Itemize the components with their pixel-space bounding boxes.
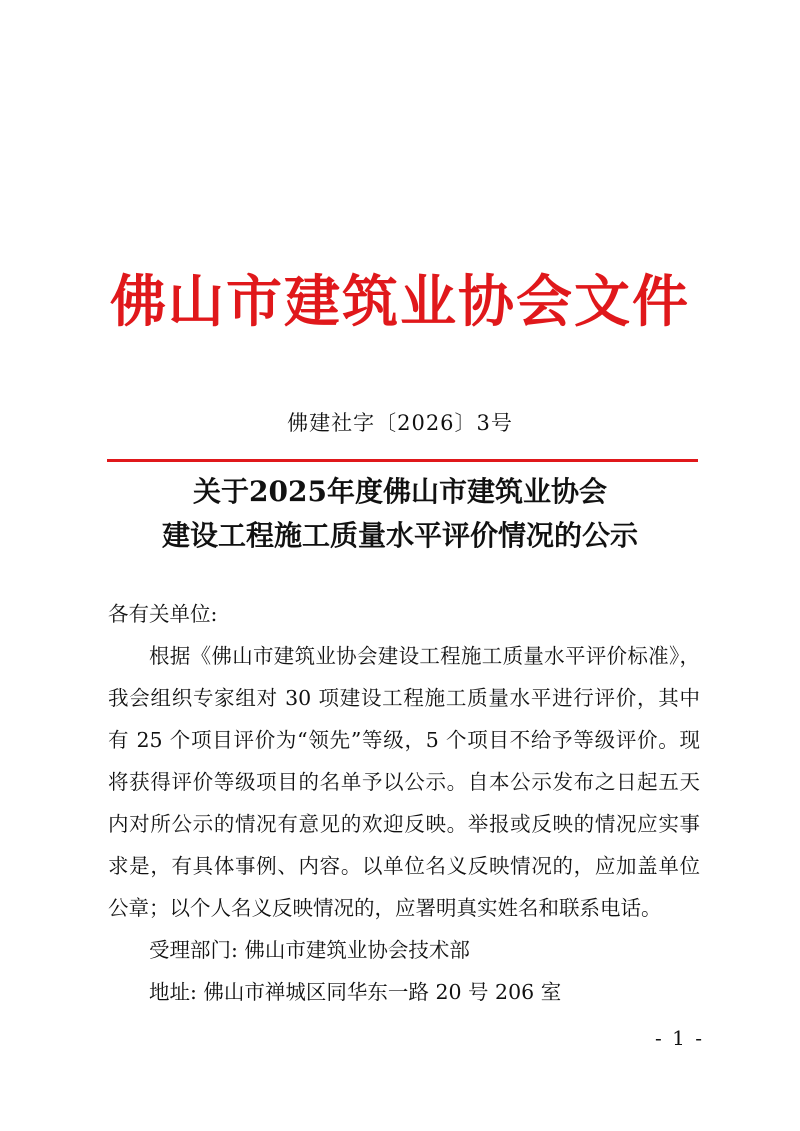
notice-title [0, 470, 800, 558]
notice-title-line1: 关于2025年度佛山市建筑业协会 [193, 475, 607, 508]
red-divider-line [107, 459, 698, 462]
page-number: - 1 - [655, 1026, 704, 1050]
notice-title-line2: 建设工程施工质量水平评价情况的公示 [161, 519, 638, 552]
document-number: 佛建社字〔2026〕3号 [287, 411, 513, 435]
org-masthead-title: 佛山市建筑业协会文件 [110, 269, 690, 335]
main-paragraph: 根据《佛山市建筑业协会建设工程施工质量水平评价标准》，我会组织专家组对 30 项建设工程施工质量水平进行评价，其中有 25 个项目评价为“领先”等级，5 个项目不给予等级评价。现将获得评价等级项目的名单予以公示。自本公示发布之日起五天内对所公示的情况有意见的欢迎反映。举报或反映的情况应实事求是，有具体事例、内容。以单位名义反映情况的，应加盖单位公章；以个人名义反映情况的，应署明真实姓名和联系电话。 [108, 644, 700, 920]
salutation: 各有关单位: [108, 602, 218, 626]
notice-body [108, 593, 700, 1013]
address-line: 地址: 佛山市禅城区同华东一路 20 号 206 室 [149, 980, 562, 1004]
receiving-department: 受理部门: 佛山市建筑业协会技术部 [149, 938, 470, 962]
